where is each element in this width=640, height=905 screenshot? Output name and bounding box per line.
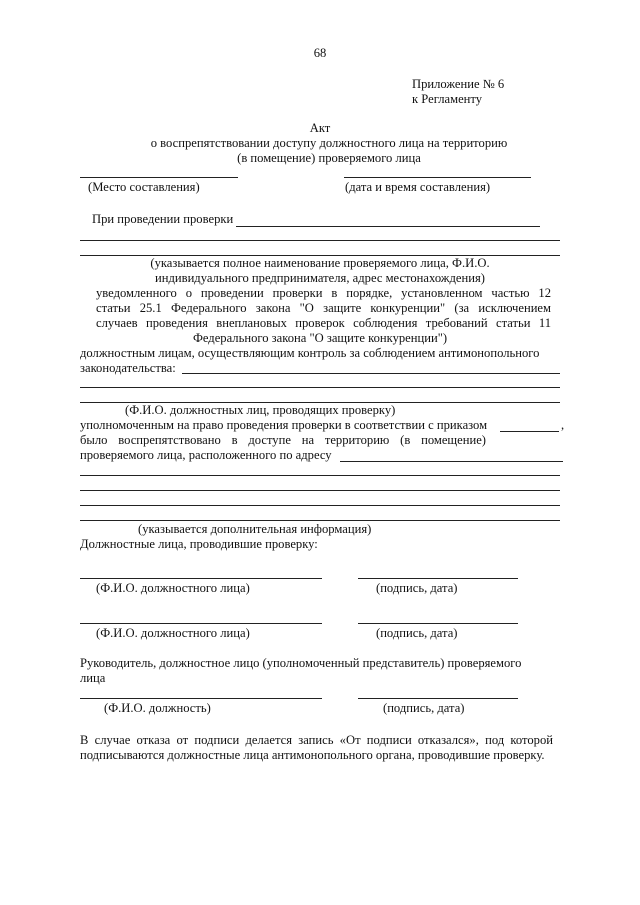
inspector-2-name-line[interactable] — [80, 623, 322, 624]
address-line[interactable] — [340, 461, 563, 462]
officials-line[interactable] — [182, 373, 560, 374]
denied-text: было воспрепятствовано в доступе на территорию (в помещение) — [80, 433, 486, 447]
head-name-line[interactable] — [80, 698, 322, 699]
inspector-1-name-caption: (Ф.И.О. должностного лица) — [96, 581, 250, 595]
appendix-line-1: Приложение № 6 — [412, 77, 505, 91]
additional-line-1[interactable] — [80, 475, 560, 476]
head-line-2: лица — [80, 671, 106, 685]
title-heading: Акт — [309, 121, 331, 135]
officials-line-2: законодательства: — [80, 361, 176, 375]
additional-line-2[interactable] — [80, 490, 560, 491]
officials-line-extra-1[interactable] — [80, 387, 560, 388]
refusal-note-line-2: подписываются должностные лица антимонопольного органа, проводившие проверку. — [80, 748, 545, 762]
title-line-2: о воспрепятствовании доступу должностного лица на территорию — [150, 136, 508, 150]
officials-line-1: должностным лицам, осуществляющим контроль за соблюдением антимонопольного — [80, 346, 540, 360]
additional-line-4[interactable] — [80, 520, 560, 521]
authorized-text: уполномоченным на право проведения проверки в соответствии с приказом — [80, 418, 488, 432]
refusal-note-line-1: В случае отказа от подписи делается запись «От подписи отказался», под которой — [80, 733, 553, 747]
authorized-comma: , — [561, 418, 565, 432]
inspector-2-name-caption: (Ф.И.О. должностного лица) — [96, 626, 250, 640]
place-caption: (Место составления) — [88, 180, 200, 194]
head-sign-line[interactable] — [358, 698, 518, 699]
inspectors-label: Должностные лица, проводившие проверку: — [80, 537, 318, 551]
appendix-line-2: к Регламенту — [412, 92, 483, 106]
order-number-line[interactable] — [500, 431, 559, 432]
head-name-caption: (Ф.И.О. должность) — [104, 701, 211, 715]
inspection-line[interactable] — [236, 226, 540, 227]
address-label: проверяемого лица, расположенного по адресу — [80, 448, 332, 462]
notice-line-1: уведомленного о проведении проверки в порядке, установленном частью 12 — [96, 286, 551, 300]
head-sign-caption: (подпись, дата) — [383, 701, 465, 715]
notice-line-3: случаев проведения внеплановых проверок соблюдения требований статьи 11 — [96, 316, 551, 330]
inspector-1-name-line[interactable] — [80, 578, 322, 579]
notice-line-4: Федерального закона "О защите конкуренции") — [192, 331, 448, 345]
inspector-2-sign-line[interactable] — [358, 623, 518, 624]
place-line[interactable] — [80, 177, 238, 178]
inspector-2-sign-caption: (подпись, дата) — [376, 626, 458, 640]
page-number: 68 — [313, 46, 327, 60]
head-line-1: Руководитель, должностное лицо (уполномоченный представитель) проверяемого — [80, 656, 522, 670]
inspection-line-2[interactable] — [80, 240, 560, 241]
officials-caption: (Ф.И.О. должностных лиц, проводящих проверку) — [125, 403, 396, 417]
inspection-label: При проведении проверки — [92, 212, 234, 226]
additional-line-3[interactable] — [80, 505, 560, 506]
entity-caption-line-2: индивидуального предпринимателя, адрес местонахождения) — [155, 271, 485, 285]
date-line[interactable] — [344, 177, 531, 178]
entity-caption-line-1: (указывается полное наименование проверяемого лица, Ф.И.О. — [150, 256, 490, 270]
additional-caption: (указывается дополнительная информация) — [138, 522, 372, 536]
inspector-1-sign-line[interactable] — [358, 578, 518, 579]
notice-line-2: статьи 25.1 Федерального закона "О защите конкуренции" (за исключением — [96, 301, 551, 315]
inspector-1-sign-caption: (подпись, дата) — [376, 581, 458, 595]
title-line-3: (в помещение) проверяемого лица — [237, 151, 421, 165]
date-caption: (дата и время составления) — [345, 180, 491, 194]
